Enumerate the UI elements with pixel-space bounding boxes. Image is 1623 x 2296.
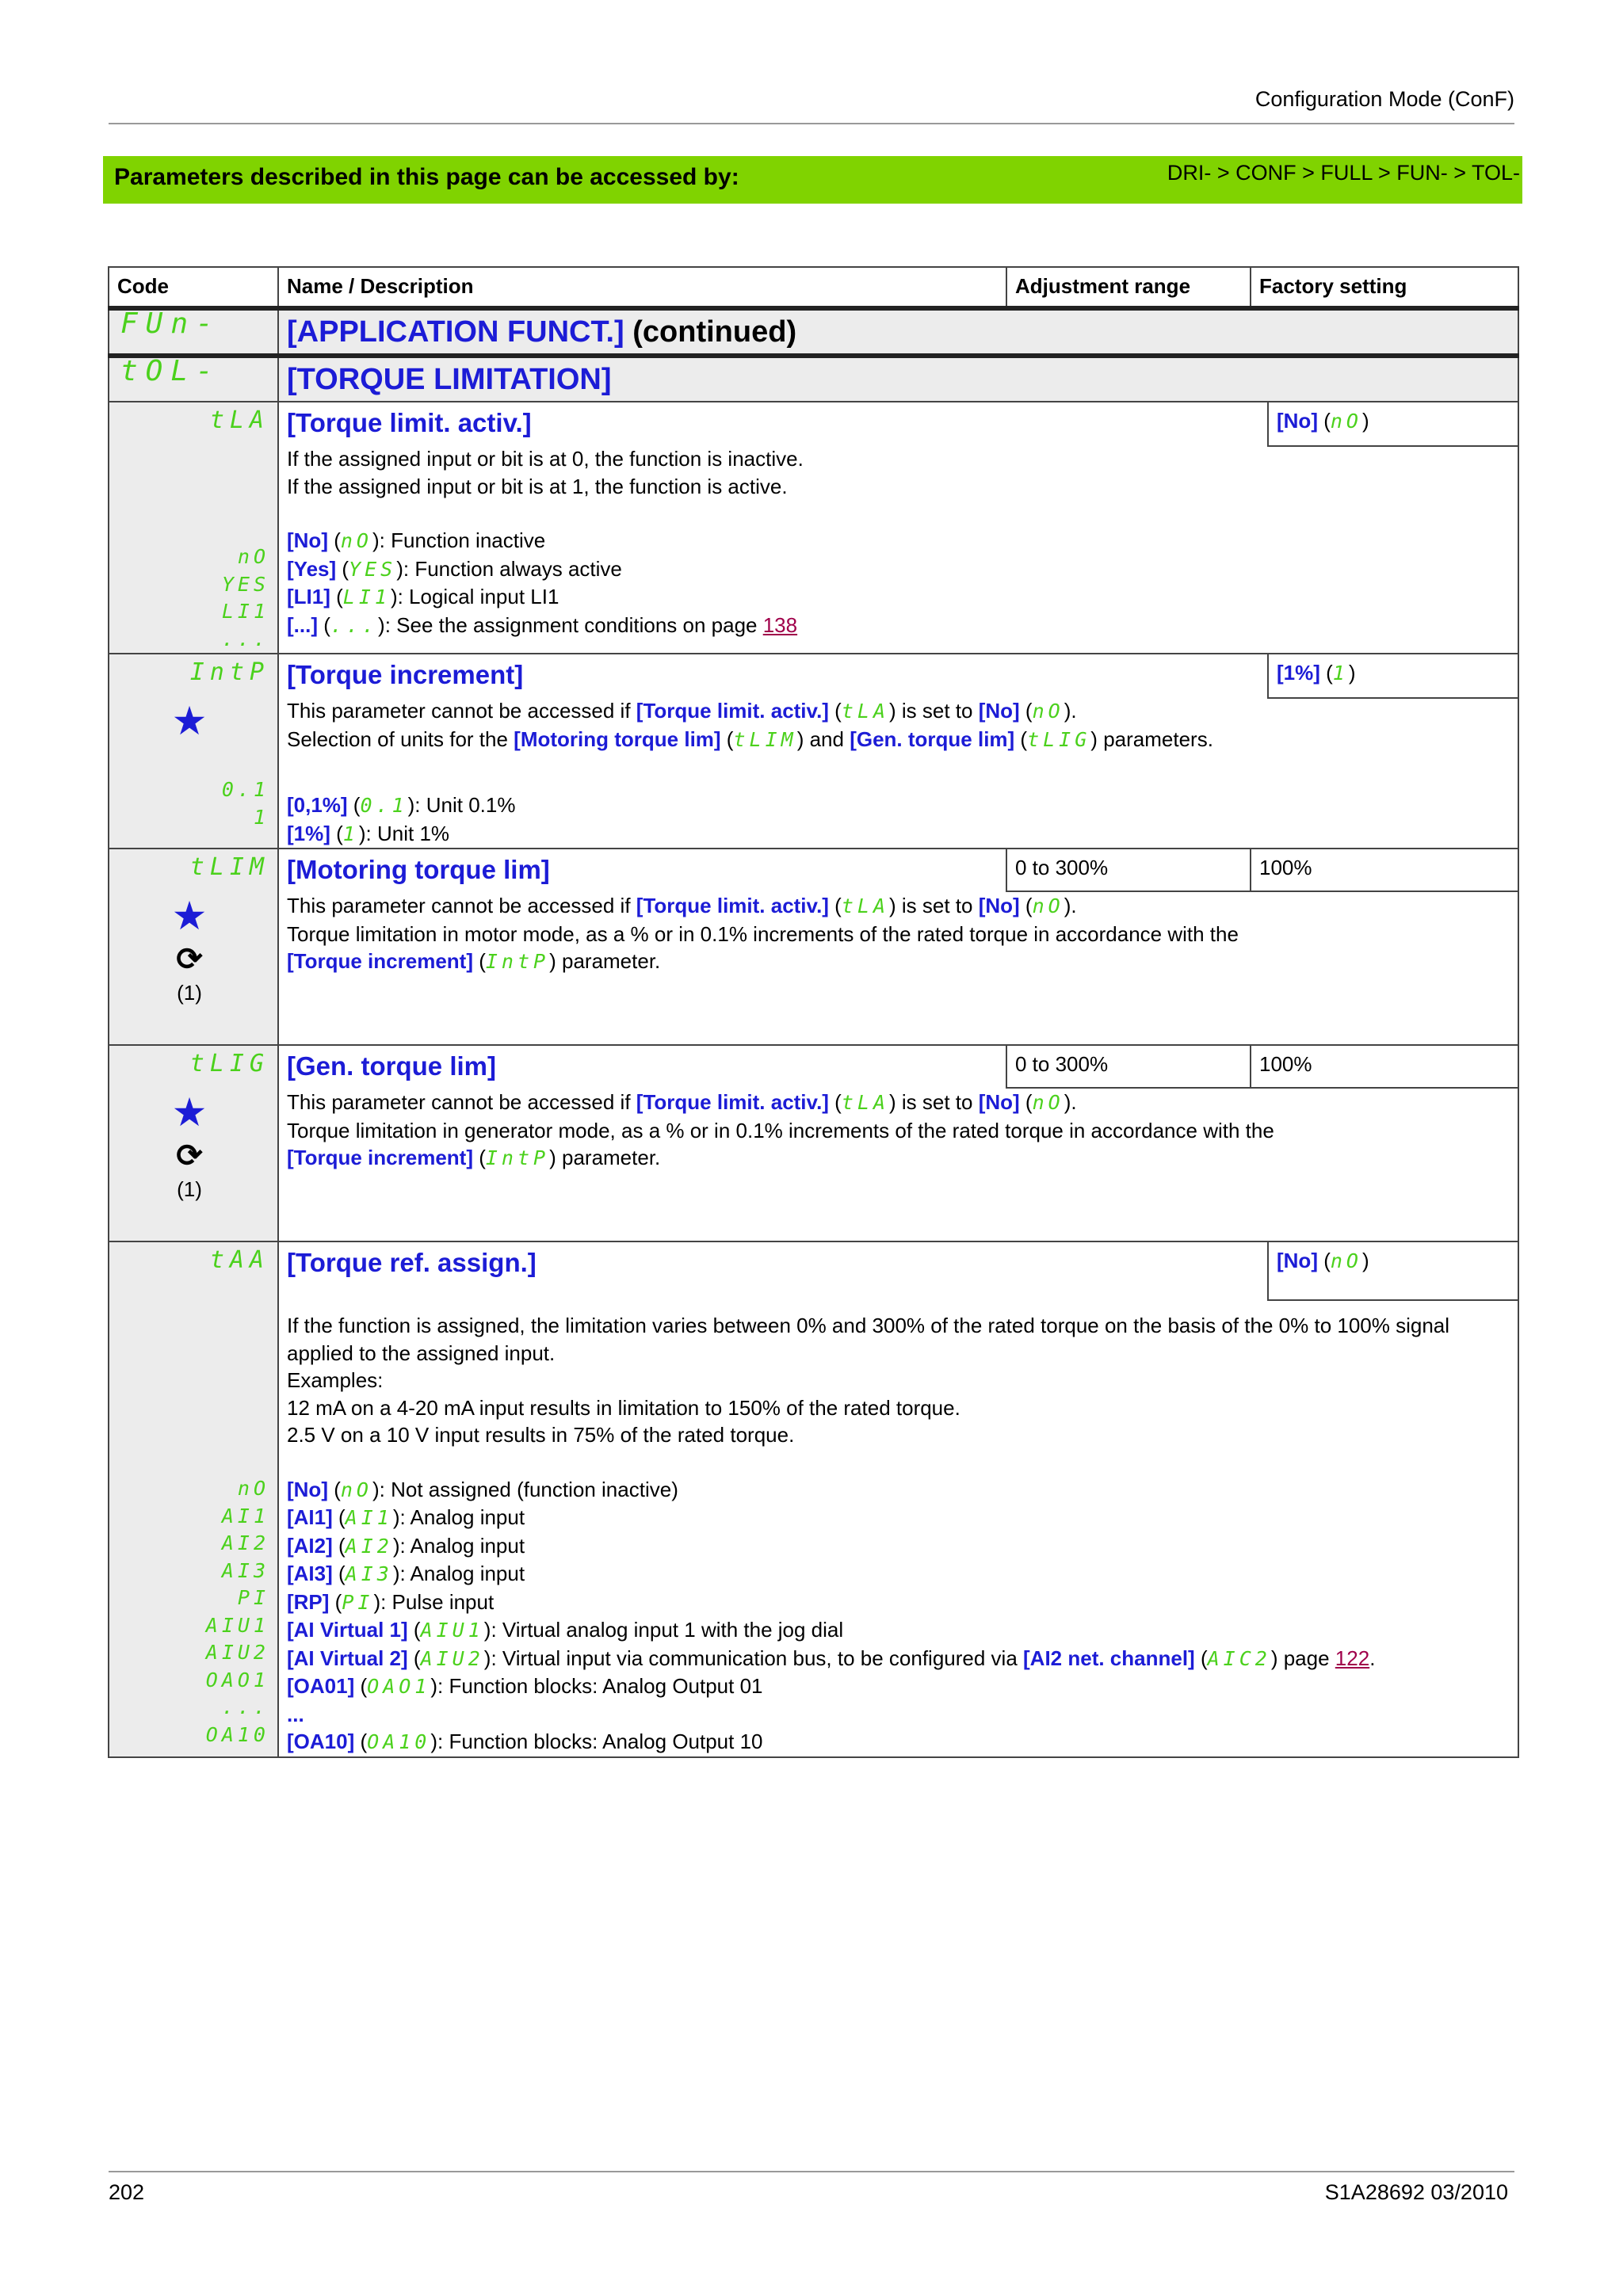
banner-label: Parameters described in this page can be accessed by:	[114, 164, 739, 190]
cycle-icon: ⟳	[176, 942, 203, 977]
param-row-taa	[109, 1241, 1518, 1757]
section-code: FUn-	[109, 308, 278, 356]
factory-setting: [No] (nO)	[1267, 1242, 1518, 1301]
param-name: [Gen. torque lim]	[287, 1051, 496, 1081]
param-row-intp	[109, 654, 1518, 849]
section-row-fun	[109, 308, 1518, 356]
param-code-cell: tAA nO AI1 AI2 AI3 PI AIU1 AIU2 OAO1 ... OA10	[109, 1241, 278, 1757]
factory-setting: 100%	[1250, 849, 1518, 892]
param-desc-cell: [Torque ref. assign.] [No] (nO) If the function is assigned, the limitation varies between 0% and 300% of the rated torque on the basis of the 0% to 100% signal applied to the assigned input. Examples: 12 mA on a 4-20 mA input results in limitation to 150% of the rated torque. 2.5 V on a 10 V input results in 75% of the rated torque. [No] (nO): Not assigned (function inactive) [AI1] (AI1): Analog input [AI2] (AI2): Analog input [AI3] (AI3): Analog input [RP] (PI): Pulse input [AI Virtual 1] (AIU1): Virtual analog input 1 with the jog dial [AI Virtual 2] (AIU2): Virtual input via communication bus, to be configured via [AI2 net. channel] (AIC2) page 122. [OA01] (OAO1): Function blocks: Analog Output 01 ... [OA10] (OA10): Function blocks: Analog Output 10	[278, 1241, 1518, 1757]
section-title: [TORQUE LIMITATION]	[278, 356, 1518, 402]
param-row-tlig	[109, 1045, 1518, 1241]
page-link-138[interactable]: 138	[762, 612, 798, 637]
factory-setting: [1%] (1)	[1267, 654, 1518, 699]
page-number: 202	[109, 2180, 145, 2204]
param-row-tla	[109, 402, 1518, 654]
param-code-cell: tLIG ★ ⟳ (1)	[109, 1045, 278, 1241]
factory-setting: 100%	[1250, 1046, 1518, 1089]
star-icon: ★	[171, 699, 208, 743]
param-name: [Torque ref. assign.]	[287, 1248, 537, 1277]
param-name: [Motoring torque lim]	[287, 855, 550, 884]
col-code: Code	[109, 267, 278, 308]
param-code-cell: tLIM ★ ⟳ (1)	[109, 849, 278, 1045]
table-header-row	[109, 267, 1518, 308]
page-link-122[interactable]: 122	[1335, 1646, 1370, 1670]
factory-setting: [No] (nO)	[1267, 402, 1518, 447]
adjustment-range: 0 to 300%	[1006, 1046, 1250, 1089]
section-code: tOL-	[109, 356, 278, 402]
param-code-cell: tLA nO YES LI1 ...	[109, 402, 278, 654]
adjustment-range: 0 to 300%	[1006, 849, 1250, 892]
col-factory: Factory setting	[1251, 267, 1518, 308]
parameter-table	[108, 266, 1519, 1758]
section-row-tol	[109, 356, 1518, 402]
param-code-cell: IntP ★ 0.1 1	[109, 654, 278, 849]
cycle-icon: ⟳	[176, 1138, 203, 1173]
param-desc-cell: [Torque limit. activ.] [No] (nO) If the assigned input or bit is at 0, the function is inactive. If the assigned input or bit is at 1, the function is active. [No] (nO): Function inactive [Yes] (YES): Function always active [LI1] (LI1): Logical input LI1 [...] (...): See the assignment conditions on page 138	[278, 402, 1518, 654]
col-range: Adjustment range	[1006, 267, 1251, 308]
section-title: [APPLICATION FUNCT.] (continued)	[278, 308, 1518, 356]
star-icon: ★	[171, 894, 208, 938]
param-name: [Torque limit. activ.]	[287, 408, 532, 437]
param-desc-cell: [Gen. torque lim] 0 to 300% 100% This parameter cannot be accessed if [Torque limit. activ.] (tLA) is set to [No] (nO). Torque limitation in generator mode, as a % or in 0.1% increments of the rated torque in accordance with the [Torque increment] (IntP) parameter.	[278, 1045, 1518, 1241]
header-rule	[109, 123, 1514, 124]
footer-rule	[109, 2171, 1514, 2172]
header-title: Configuration Mode (ConF)	[1254, 87, 1514, 111]
param-desc-cell: [Torque increment] [1%] (1) This parameter cannot be accessed if [Torque limit. activ.] (tLA) is set to [No] (nO). Selection of units for the [Motoring torque lim] (tLIM) and [Gen. torque lim] (tLIG) parameters. [0,1%] (0.1): Unit 0.1% [1%] (1): Unit 1%	[278, 654, 1518, 849]
banner-path: DRI- > CONF > FULL > FUN- > TOL-	[1167, 161, 1520, 185]
param-name: [Torque increment]	[287, 660, 524, 689]
document-reference: S1A28692 03/2010	[1324, 2180, 1508, 2204]
param-desc-cell: [Motoring torque lim] 0 to 300% 100% This parameter cannot be accessed if [Torque limit. activ.] (tLA) is set to [No] (nO). Torque limitation in motor mode, as a % or in 0.1% increments of the rated torque in accordance with the [Torque increment] (IntP) parameter.	[278, 849, 1518, 1045]
star-icon: ★	[171, 1090, 208, 1135]
col-name: Name / Description	[278, 267, 1006, 308]
param-row-tlim	[109, 849, 1518, 1045]
